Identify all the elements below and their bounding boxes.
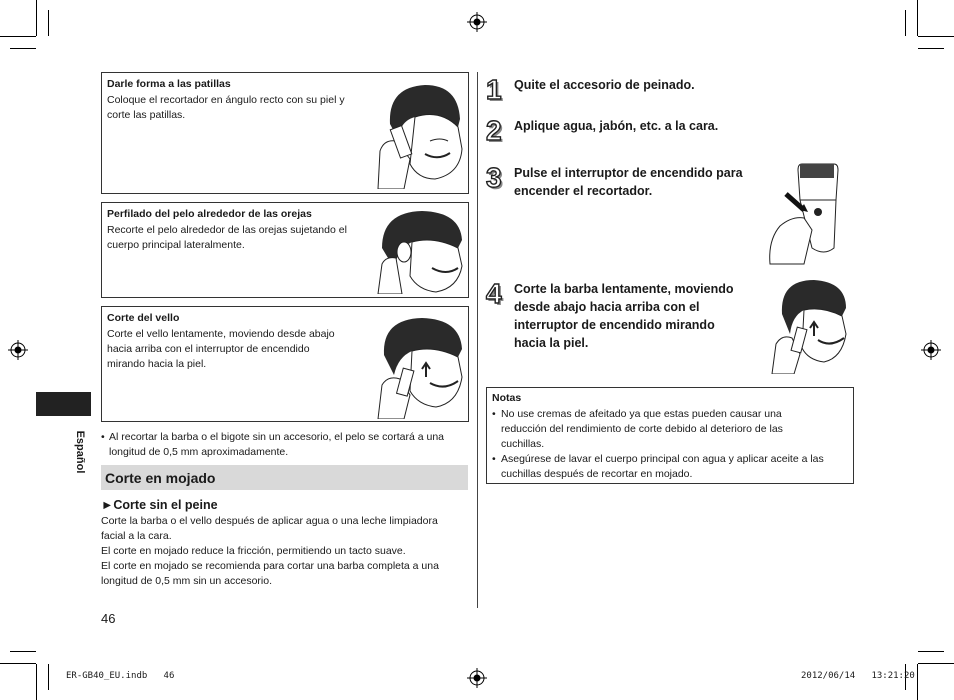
footer-file-info: ER-GB40_EU.indb 46 [66,671,175,681]
step-text: Aplique agua, jabón, etc. a la cara. [514,119,719,133]
step-number: 1 [486,74,502,105]
face-trimming-ears-illustration [374,208,466,294]
registration-mark-icon [467,12,487,32]
arrow-icon: ► [101,498,114,512]
registration-mark-icon [8,340,28,360]
notes-title: Notas [492,392,522,404]
section-header [101,465,468,490]
tip-box-sideburns [101,72,469,194]
section-title: Corte en mojado [105,470,216,486]
step-number: 3 [486,162,502,193]
body-paragraph: Corte la barba o el vello después de aplicar agua o una leche limpiadora facial a la cara. El corte en mojado reduce la fricción, permitiendo un tacto suave. El corte en mojado se recomienda para cortar una barba completa a una longitud de 0,5 mm sin un accesorio. [101,515,439,587]
registration-mark-icon [467,668,487,688]
tip-box-body-hair [101,306,469,422]
tip-text: Recorte el pelo alrededor de las orejas sujetando el cuerpo principal lateralmente. [107,224,347,251]
face-trimming-beard-illustration [374,315,466,419]
face-cutting-beard-illustration [766,278,848,374]
step-text: Quite el accesorio de peinado. [514,78,695,92]
tip-box-ears [101,202,469,298]
subsection-heading [101,498,218,512]
language-label: Español [74,430,86,474]
step-text: Pulse el interruptor de encendido para encender el recortador. [514,166,743,198]
tip-title: Corte del vello [107,312,180,324]
step-text: Corte la barba lentamente, moviendo desde abajo hacia arriba con el interruptor de encendido mirando hacia la piel. [514,282,734,350]
language-tab [36,392,91,416]
column-divider [477,72,478,608]
note-item: • No use cremas de afeitado ya que estas pueden causar una reducción del rendimiento de corte debido al deterioro de las cuchillas. [489,407,851,452]
face-trimming-sideburns-illustration [370,79,465,189]
notes-box [486,387,854,484]
notes-list [489,407,851,482]
page-number: 46 [101,611,116,626]
note-item: • Asegúrese de lavar el cuerpo principal con agua y aplicar aceite a las cuchillas después de recortar en mojado. [489,452,851,482]
tip-text: Coloque el recortador en ángulo recto con su piel y corte las patillas. [107,94,345,121]
tip-title: Darle forma a las patillas [107,78,231,90]
hand-pressing-switch-illustration [764,160,844,266]
bullet-note: • Al recortar la barba o el bigote sin un accesorio, el pelo se cortará a una longitud de 0,5 mm aproximadamente. [101,431,445,458]
tip-title: Perfilado del pelo alrededor de las orejas [107,208,312,220]
registration-mark-icon [921,340,941,360]
step-number: 2 [486,115,502,146]
tip-text: Corte el vello lentamente, moviendo desde abajo hacia arriba con el interruptor de encendido mirando hacia la piel. [107,328,335,370]
footer-datetime: 2012/06/14 13:21:20 [801,671,915,681]
step-number: 4 [486,278,502,309]
subsection-title: Corte sin el peine [113,498,218,512]
